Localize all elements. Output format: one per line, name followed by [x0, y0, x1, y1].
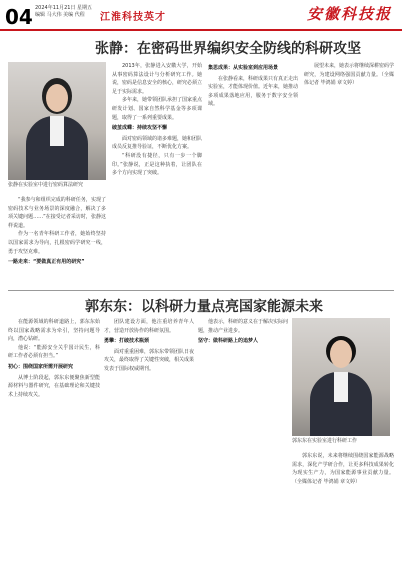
subheading: 集思成果：从实验室到应用场景	[208, 65, 279, 71]
article1-headline: 张静：在密码世界编织安全防线的科研攻坚	[95, 41, 361, 57]
article2-photo	[292, 318, 390, 436]
paragraph: 面对密码领域的诸多难题，她和团队成员反复推导验证，不断优化方案。	[112, 135, 202, 151]
paragraph: 2013年，张静进入安徽大学，开始从事密码算法设计与分析研究工作。她说，密码是信息安全的核心，研究必须立足于实际需求。	[112, 63, 202, 95]
paragraph: 多年来，她带领团队承担了国家重点研发计划、国家自然科学基金等多项课题，取得了一系列重要成果。	[112, 97, 202, 121]
article1-col3	[208, 62, 298, 288]
paragraph: 展望未来，她表示将继续深耕密码学研究，为建设网络强国贡献力量。（全媒体记者 毕鸿娟 章文婷）	[304, 63, 394, 87]
paragraph: 郭东东说，未来将继续围绕国家能源战略需求，深化产学研合作，让更多科技成果转化为现实生产力，为国家能源事业贡献力量。（全媒体记者 毕鸿娟 章文婷）	[292, 453, 394, 485]
paragraph: 面对重重困难，郭东东带领团队日夜攻关，最终取得了关键性突破，相关成果发表于国际权威期刊。	[104, 348, 194, 372]
subheading: 一路走来：“要做真正有用的研究”	[8, 259, 85, 266]
article1-col1	[8, 196, 106, 288]
section-title: 江淮科技英才	[100, 12, 166, 23]
masthead	[0, 0, 402, 30]
article2-col4	[292, 452, 394, 570]
paragraph: 从博士阶段起，郭东东便聚焦新型能源材料与器件研究，在基础理论和关键技术上持续攻关。	[8, 374, 100, 398]
header-rule	[0, 29, 402, 31]
paragraph: 他表示，科研的意义在于解决实际问题，推动产业进步。	[198, 319, 288, 334]
article2-headline: 郭东东：以科研力量点亮国家能源未来	[85, 299, 323, 315]
article-divider	[8, 290, 394, 291]
subheading: 勇攀：打破技术瓶颈	[104, 338, 150, 345]
paragraph: 他说：“能源安全关乎国计民生，科研工作者必须有担当。”	[8, 344, 100, 360]
article2-col3	[198, 318, 288, 570]
paragraph: “我参与和组织完成的科研任务，实现了密码技术与业务场景的深度融合，解决了多项关键问题……”在接受记者采访时，张静这样说道。	[8, 197, 106, 229]
page-meta	[35, 5, 92, 19]
paragraph: “科研没有捷径，只有一步一个脚印。”张静说，正是这种执着，让团队在多个方向实现了突破。	[112, 152, 202, 177]
article1-col4	[304, 62, 394, 288]
newspaper-logo: 安徽科技报	[306, 5, 392, 23]
issue-date: 2024年11月21日 星期五	[35, 5, 93, 11]
paragraph: 在能源领域的科研道路上，郭东东始终以国家战略需求为牵引，坚持问题导向，潜心钻研。	[8, 319, 100, 343]
article1-photo	[8, 62, 106, 180]
page-number: 04	[5, 5, 33, 29]
article2-caption: 郭东东在实验室进行科研工作	[292, 438, 358, 444]
paragraph: 作为一名青年科研工作者，她始终坚持以国家需求为导向，扎根密码学研究一线，勇于攻坚克难。	[8, 231, 106, 255]
article1-col2	[112, 62, 202, 288]
paragraph: 在张静看来，科研成果只有真正走出实验室，才能体现价值。近年来，她推动多项成果落地应用，服务于数字安全领域。	[208, 75, 298, 108]
article2-col2	[104, 318, 194, 570]
editors: 编辑 马大伟 美编 代程	[35, 12, 85, 18]
subheading: 初心：围绕国家所需开展研究	[8, 363, 74, 370]
paragraph: 团队建设方面，他注重培养青年人才，营造开放协作的科研氛围。	[104, 319, 194, 334]
article2-col1	[8, 318, 100, 570]
subheading: 破茧成蝶：持续攻坚不懈	[112, 125, 168, 132]
subheading: 坚守：做科研路上的追梦人	[198, 338, 259, 345]
article1-caption: 张静在实验室中进行密码算法研究	[8, 182, 84, 188]
